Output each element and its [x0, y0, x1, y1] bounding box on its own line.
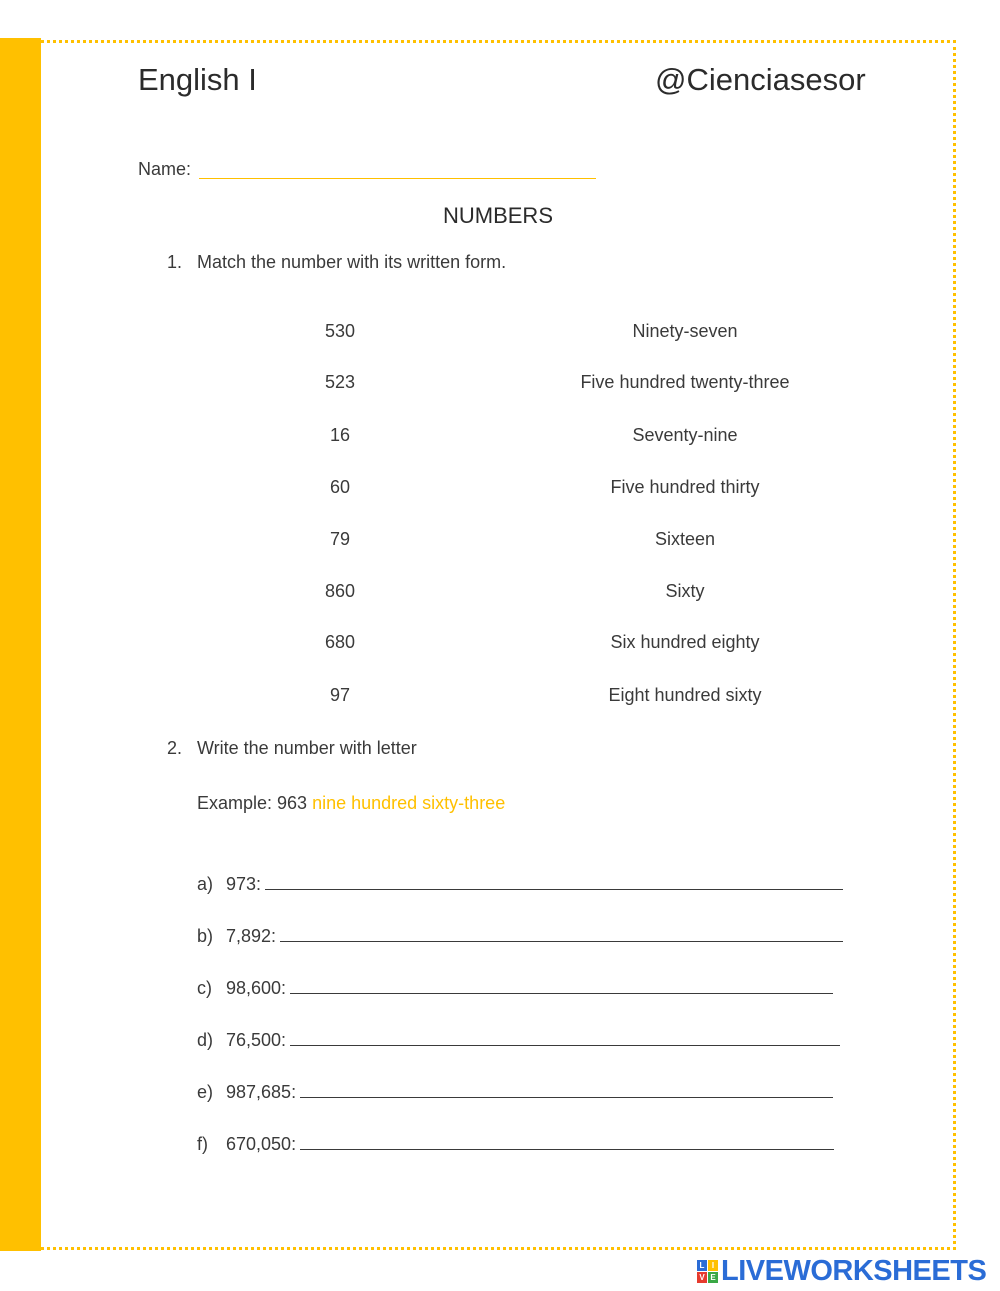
- exercise-letter: c): [197, 978, 212, 998]
- answer-blank[interactable]: [290, 979, 833, 994]
- worksheet-title: NUMBERS: [442, 203, 553, 228]
- example-answer: nine hundred sixty-three: [312, 793, 506, 813]
- match-word[interactable]: Five hundred thirty: [610, 477, 760, 497]
- match-word[interactable]: Eight hundred sixty: [608, 685, 762, 705]
- question-2-text: Write the number with letter: [197, 738, 417, 758]
- answer-blank[interactable]: [265, 875, 843, 890]
- match-word[interactable]: Five hundred twenty-three: [580, 372, 790, 392]
- exercise-item: [197, 1134, 834, 1155]
- answer-blank[interactable]: [280, 927, 843, 942]
- logo-block: I: [708, 1260, 718, 1271]
- exercise-letter: e): [197, 1082, 214, 1102]
- match-number[interactable]: 97: [329, 685, 351, 705]
- example-prefix: Example: 963: [197, 793, 308, 813]
- logo-block: L: [697, 1260, 707, 1271]
- name-input-line[interactable]: [199, 178, 596, 179]
- match-number[interactable]: 16: [329, 425, 351, 445]
- match-number[interactable]: 530: [324, 321, 356, 341]
- question-2-number: 2.: [167, 738, 183, 758]
- exercise-item: [197, 1082, 833, 1103]
- exercise-item: [197, 926, 843, 947]
- exercise-item: [197, 874, 843, 895]
- exercise-value: 987,685:: [226, 1082, 297, 1102]
- question-1-text: Match the number with its written form.: [197, 252, 507, 272]
- exercise-value: 7,892:: [226, 926, 277, 946]
- match-number[interactable]: 60: [329, 477, 351, 497]
- author-handle: @Cienciasesor: [655, 62, 866, 97]
- answer-blank[interactable]: [300, 1135, 834, 1150]
- liveworksheets-logo[interactable]: [697, 1254, 986, 1288]
- exercise-letter: d): [197, 1030, 214, 1050]
- match-word[interactable]: Sixteen: [654, 529, 716, 549]
- exercise-letter: b): [197, 926, 214, 946]
- match-number[interactable]: 523: [324, 372, 356, 392]
- exercise-value: 98,600:: [226, 978, 287, 998]
- answer-blank[interactable]: [300, 1083, 833, 1098]
- logo-block: V: [697, 1272, 707, 1283]
- exercise-value: 973:: [226, 874, 262, 894]
- exercise-item: [197, 1030, 840, 1051]
- question-1-number: 1.: [167, 252, 183, 272]
- exercise-item: [197, 978, 833, 999]
- exercise-letter: a): [197, 874, 214, 894]
- match-number[interactable]: 860: [324, 581, 356, 601]
- exercise-value: 670,050:: [226, 1134, 297, 1154]
- course-title: English I: [138, 62, 257, 97]
- match-word[interactable]: Ninety-seven: [632, 321, 738, 341]
- example-line: [197, 793, 505, 814]
- match-word[interactable]: Seventy-nine: [632, 425, 738, 445]
- match-number[interactable]: 79: [329, 529, 351, 549]
- exercise-letter: f): [197, 1134, 208, 1154]
- name-label: Name:: [138, 159, 192, 179]
- logo-block: E: [708, 1272, 718, 1283]
- match-word[interactable]: Six hundred eighty: [610, 632, 760, 652]
- match-number[interactable]: 680: [324, 632, 356, 652]
- logo-blocks-icon: [697, 1260, 718, 1283]
- answer-blank[interactable]: [290, 1031, 840, 1046]
- exercise-value: 76,500:: [226, 1030, 287, 1050]
- logo-text: LIVEWORKSHEETS: [721, 1254, 987, 1287]
- match-word[interactable]: Sixty: [665, 581, 705, 601]
